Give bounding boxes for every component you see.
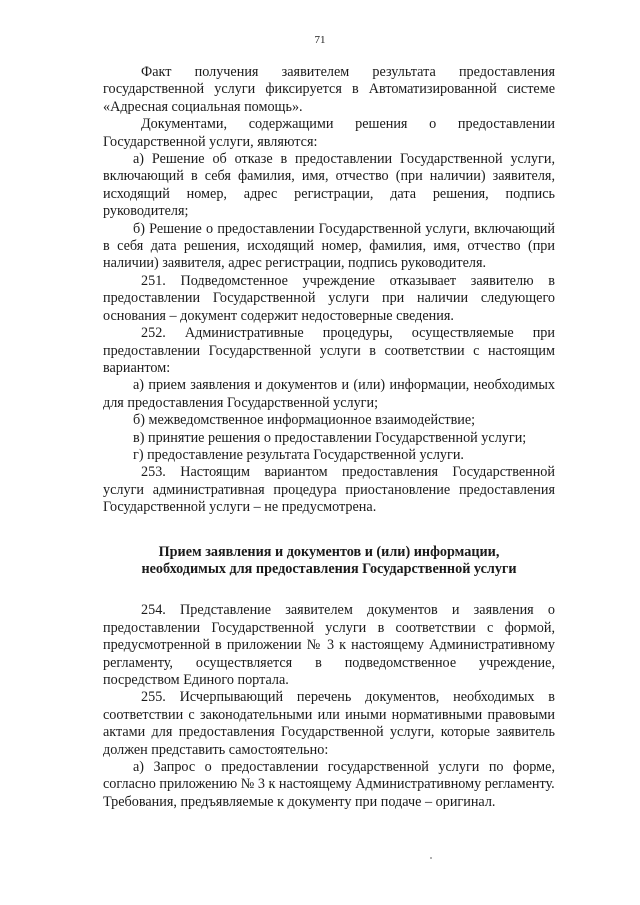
paragraph: б) межведомственное информационное взаимодействие; [133,412,476,429]
paragraph: в) принятие решения о предоставлении Государственной услуги; [133,429,527,446]
paragraph: 252. Административные процедуры, осуществляемые при предоставлении Государственной услуги в соответствии с настоящим вариантом: [103,325,555,376]
top-paragraphs [103,64,555,517]
paragraph: а) Запрос о предоставлении государственной услуги по форме, согласно приложению № 3 к настоящему Административному регламенту. [103,759,555,793]
paragraph: 254. Представление заявителем документов и заявления о предоставлении Государственной услуги в соответствии с формой, предусмотренной в приложении № 3 к настоящему Административному регламенту, осуществляется в подведомственное учреждение, посредством Единого портала. [103,602,555,688]
paragraph: а) прием заявления и документов и (или) информации, необходимых для предоставления Государственной услуги; [103,377,555,411]
bottom-paragraphs [103,602,555,811]
paragraph: б) Решение о предоставлении Государственной услуги, включающий в себя дата решения, исходящий номер, фамилия, имя, отчество (при наличии) заявителя, адрес регистрации, подпись руководителя. [103,220,555,272]
section-heading [103,544,555,579]
paragraph: Документами, содержащими решения о предоставлении Государственной услуги, являются: [103,116,555,150]
scan-speck [430,857,432,859]
section-heading-line-2: необходимых для предоставления Государственной услуги [141,560,517,577]
paragraph: 255. Исчерпывающий перечень документов, необходимых в соответствии с законодательными или иными нормативными правовыми актами для предоставления Государственной услуги, которые заявитель должен представить самостоятельно: [103,689,555,758]
paragraph: г) предоставление результата Государственной услуги. [133,446,464,463]
paragraph: 251. Подведомстенное учреждение отказывает заявителю в предоставлении Государственной услуги при наличии следующего основания – документ содержит недостоверные сведения. [103,272,555,324]
paragraph: 253. Настоящим вариантом предоставления Государственной услуги административная процедура приостановление предоставления Государственной услуги – не предусмотрена. [103,464,555,516]
paragraph: Требования, предъявляемые к документу при подаче – оригинал. [103,793,496,810]
paragraph: а) Решение об отказе в предоставлении Государственной услуги, включающий в себя фамилия, имя, отчество (при наличии) заявителя, исходящий номер, адрес регистрации, дата решения, подпись руководителя; [103,151,555,220]
section-heading-line-1: Прием заявления и документов и (или) информации, [158,543,500,560]
document-body [103,64,555,811]
page-number: 71 [314,34,326,46]
paragraph: Факт получения заявителем результата предоставления государственной услуги фиксируется в Автоматизированной системе «Адресная социальная помощь». [103,64,555,115]
